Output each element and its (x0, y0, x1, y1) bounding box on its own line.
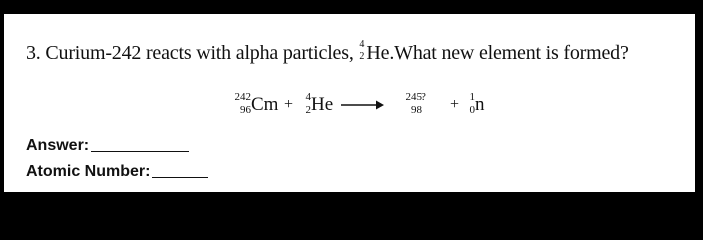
answer-label: Answer: (26, 137, 90, 154)
reaction-arrow-icon (340, 95, 384, 115)
question-text-before: 3. Curium-242 reacts with alpha particles, (26, 42, 359, 64)
neutron-mass: 1 (469, 91, 475, 103)
helium-nuclide (302, 88, 332, 122)
product-symbol: ? (421, 91, 426, 103)
neutron-atomic-number: 0 (469, 104, 475, 116)
answer-row (26, 137, 189, 155)
worksheet (4, 14, 695, 192)
curium-symbol: Cm (251, 94, 279, 115)
question-text-after: .What new element is formed? (389, 42, 629, 64)
atomic-number-label: Atomic Number: (26, 163, 151, 180)
curium-nuclide (231, 88, 279, 122)
answer-blank-field[interactable] (91, 151, 189, 152)
question-text (26, 39, 629, 65)
plus-sign: + (284, 96, 294, 113)
helium-atomic-number: 2 (305, 104, 311, 116)
helium-symbol: He (311, 94, 334, 115)
plus-sign: + (450, 96, 460, 113)
curium-atomic-number: 96 (240, 104, 251, 116)
inline-helium-symbol: He (366, 42, 390, 64)
inline-helium-atomic-number: 2 (359, 51, 365, 62)
product-mass: 245 (405, 91, 422, 103)
product-atomic-number: 98 (411, 104, 422, 116)
inline-helium-mass: 4 (359, 39, 365, 50)
atomic-number-blank-field[interactable] (152, 177, 208, 178)
curium-mass: 242 (234, 91, 251, 103)
unknown-product-nuclide (402, 88, 426, 122)
helium-mass: 4 (305, 91, 311, 103)
neutron-symbol: n (475, 94, 485, 115)
inline-helium-nuclide (358, 39, 366, 62)
atomic-number-row (26, 163, 208, 181)
neutron-nuclide (466, 88, 488, 122)
